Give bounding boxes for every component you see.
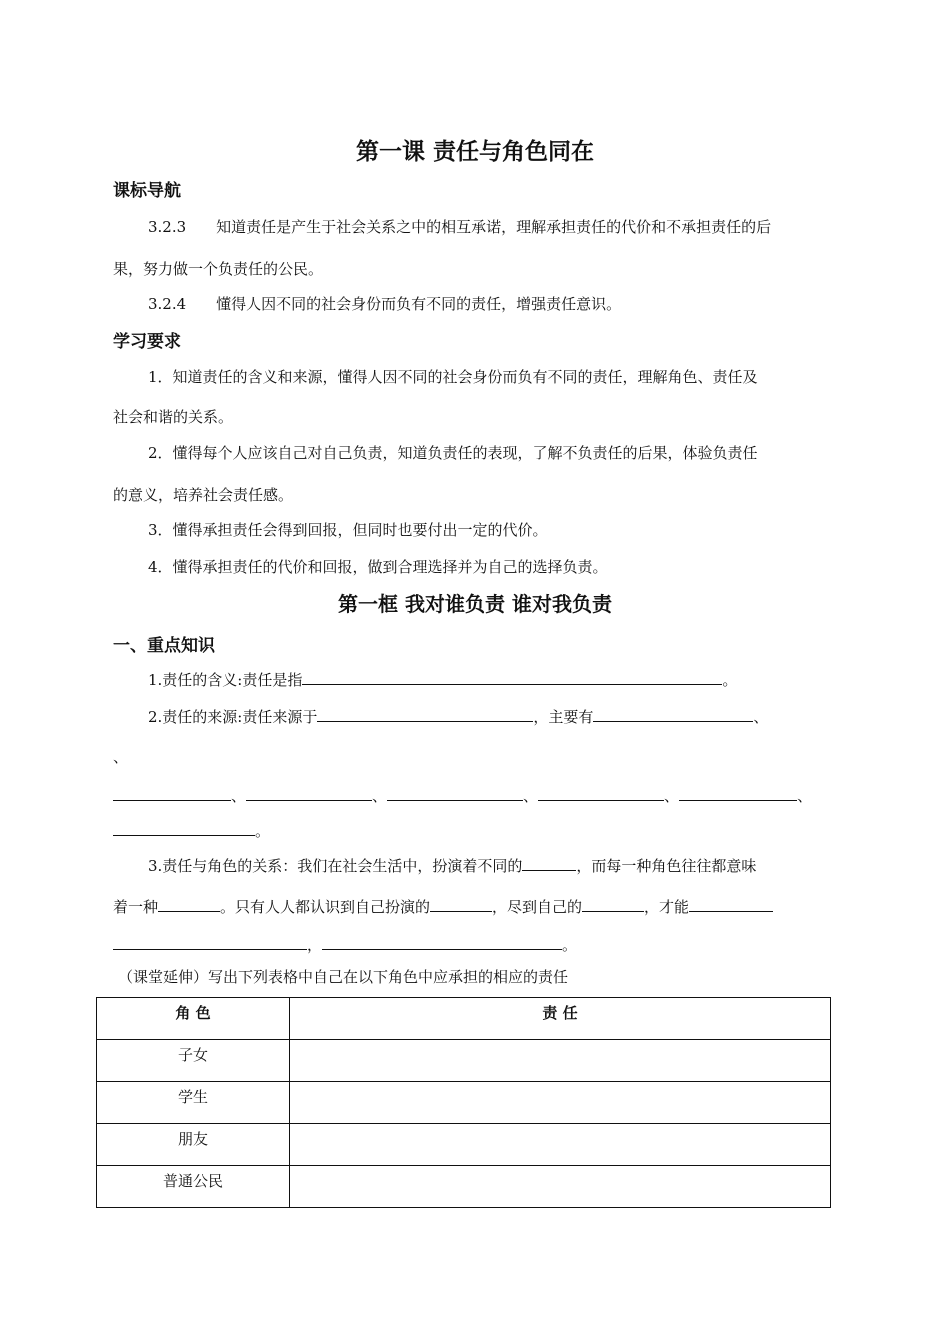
- nav-item-1-cont: 果，努力做一个负责任的公民。: [113, 260, 324, 278]
- k3-d: 。只有人人都认识到自己扮演的: [220, 898, 431, 916]
- blank-result-2[interactable]: [113, 934, 307, 950]
- k2-sep: 、: [372, 787, 388, 805]
- blank-definition[interactable]: [302, 669, 722, 685]
- lesson-title: 第一课 责任与角色同在: [355, 139, 594, 165]
- responsibility-cell[interactable]: [290, 1082, 831, 1124]
- k2-sep-line: 、: [113, 748, 129, 766]
- req-2: 2．懂得每个人应该自己对自己负责，知道负责任的表现，了解不负责任的后果，体验负责任: [148, 444, 758, 462]
- req-1: 1．知道责任的含义和来源，懂得人因不同的社会身份而负有不同的责任，理解角色、责任及: [148, 368, 758, 386]
- nav-heading: 课标导航: [113, 181, 181, 201]
- blank-result-1[interactable]: [689, 896, 773, 912]
- table-header-row: [97, 998, 831, 1040]
- k2-line: [148, 706, 768, 727]
- k1-suffix: 。: [722, 671, 738, 689]
- k3-g: ，: [307, 936, 323, 954]
- nav-item-1-number: 3.2.3: [148, 218, 187, 236]
- k2-sep: 、: [753, 708, 769, 726]
- k3-line-2: [113, 896, 773, 917]
- k2-end: 。: [255, 822, 271, 840]
- k2-sep: 、: [231, 787, 247, 805]
- k3-line-1: [148, 855, 756, 876]
- k3-f: ，才能: [644, 898, 690, 916]
- k2-sep: 、: [797, 787, 813, 805]
- nav-item-1-text: 知道责任是产生于社会关系之中的相互承诺，理解承担责任的代价和不承担责任的后: [216, 218, 772, 236]
- req-heading: 学习要求: [113, 332, 181, 352]
- k2-mid: ，主要有: [533, 708, 594, 726]
- responsibility-cell[interactable]: [290, 1124, 831, 1166]
- k3-end: 。: [562, 936, 578, 954]
- blank-source-7[interactable]: [113, 820, 255, 836]
- responsibility-cell[interactable]: [290, 1166, 831, 1208]
- k3-b: ，而每一种角色往往都意味: [576, 857, 757, 875]
- header-role: 角 色: [97, 998, 290, 1040]
- k1-prefix: 1.责任的含义:责任是指: [148, 671, 303, 689]
- frame-title: 第一框 我对谁负责 谁对我负责: [338, 592, 612, 616]
- table-row: [97, 1124, 831, 1166]
- blank-role-played[interactable]: [430, 896, 492, 912]
- k3-a: 3.责任与角色的关系：我们在社会生活中，扮演着不同的: [148, 857, 523, 875]
- blank-source-2[interactable]: [113, 785, 231, 801]
- k2-prefix: 2.责任的来源:责任来源于: [148, 708, 318, 726]
- extension-note: （课堂延伸）写出下列表格中自己在以下角色中应承担的相应的责任: [118, 968, 569, 986]
- table-row: [97, 1040, 831, 1082]
- req-3: 3．懂得承担责任会得到回报，但同时也要付出一定的代价。: [148, 521, 548, 539]
- key-heading: 一、重点知识: [113, 636, 215, 656]
- k3-e: ，尽到自己的: [492, 898, 583, 916]
- k2-blanks-line: [113, 785, 812, 806]
- blank-duty[interactable]: [582, 896, 644, 912]
- blank-source-3[interactable]: [246, 785, 372, 801]
- k2-last-line: [113, 820, 270, 841]
- nav-item-2: [148, 293, 621, 314]
- blank-source-5[interactable]: [538, 785, 664, 801]
- responsibility-cell[interactable]: [290, 1040, 831, 1082]
- blank-result-3[interactable]: [322, 934, 562, 950]
- blank-source-4[interactable]: [387, 785, 523, 801]
- role-cell: 朋友: [97, 1124, 290, 1166]
- role-cell: 学生: [97, 1082, 290, 1124]
- req-4: 4．懂得承担责任的代价和回报，做到合理选择并为自己的选择负责。: [148, 558, 608, 576]
- responsibility-table: [96, 997, 831, 1208]
- blank-source-6[interactable]: [679, 785, 797, 801]
- nav-item-2-text: 懂得人因不同的社会身份而负有不同的责任，增强责任意识。: [216, 295, 622, 313]
- role-cell: 普通公民: [97, 1166, 290, 1208]
- req-1-cont: 社会和谐的关系。: [113, 408, 234, 426]
- blank-responsibility[interactable]: [158, 896, 220, 912]
- blank-source[interactable]: [317, 706, 533, 722]
- blank-source-1[interactable]: [593, 706, 753, 722]
- k3-line-3: [113, 934, 577, 955]
- header-responsibility: 责 任: [290, 998, 831, 1040]
- nav-item-2-number: 3.2.4: [148, 295, 187, 313]
- k2-sep: 、: [664, 787, 680, 805]
- nav-item-1: [148, 216, 771, 237]
- table-row: [97, 1082, 831, 1124]
- k2-sep: 、: [523, 787, 539, 805]
- blank-role[interactable]: [522, 855, 576, 871]
- k3-c: 着一种: [113, 898, 159, 916]
- req-2-cont: 的意义，培养社会责任感。: [113, 486, 294, 504]
- role-cell: 子女: [97, 1040, 290, 1082]
- table-row: [97, 1166, 831, 1208]
- k1-line: [148, 669, 737, 690]
